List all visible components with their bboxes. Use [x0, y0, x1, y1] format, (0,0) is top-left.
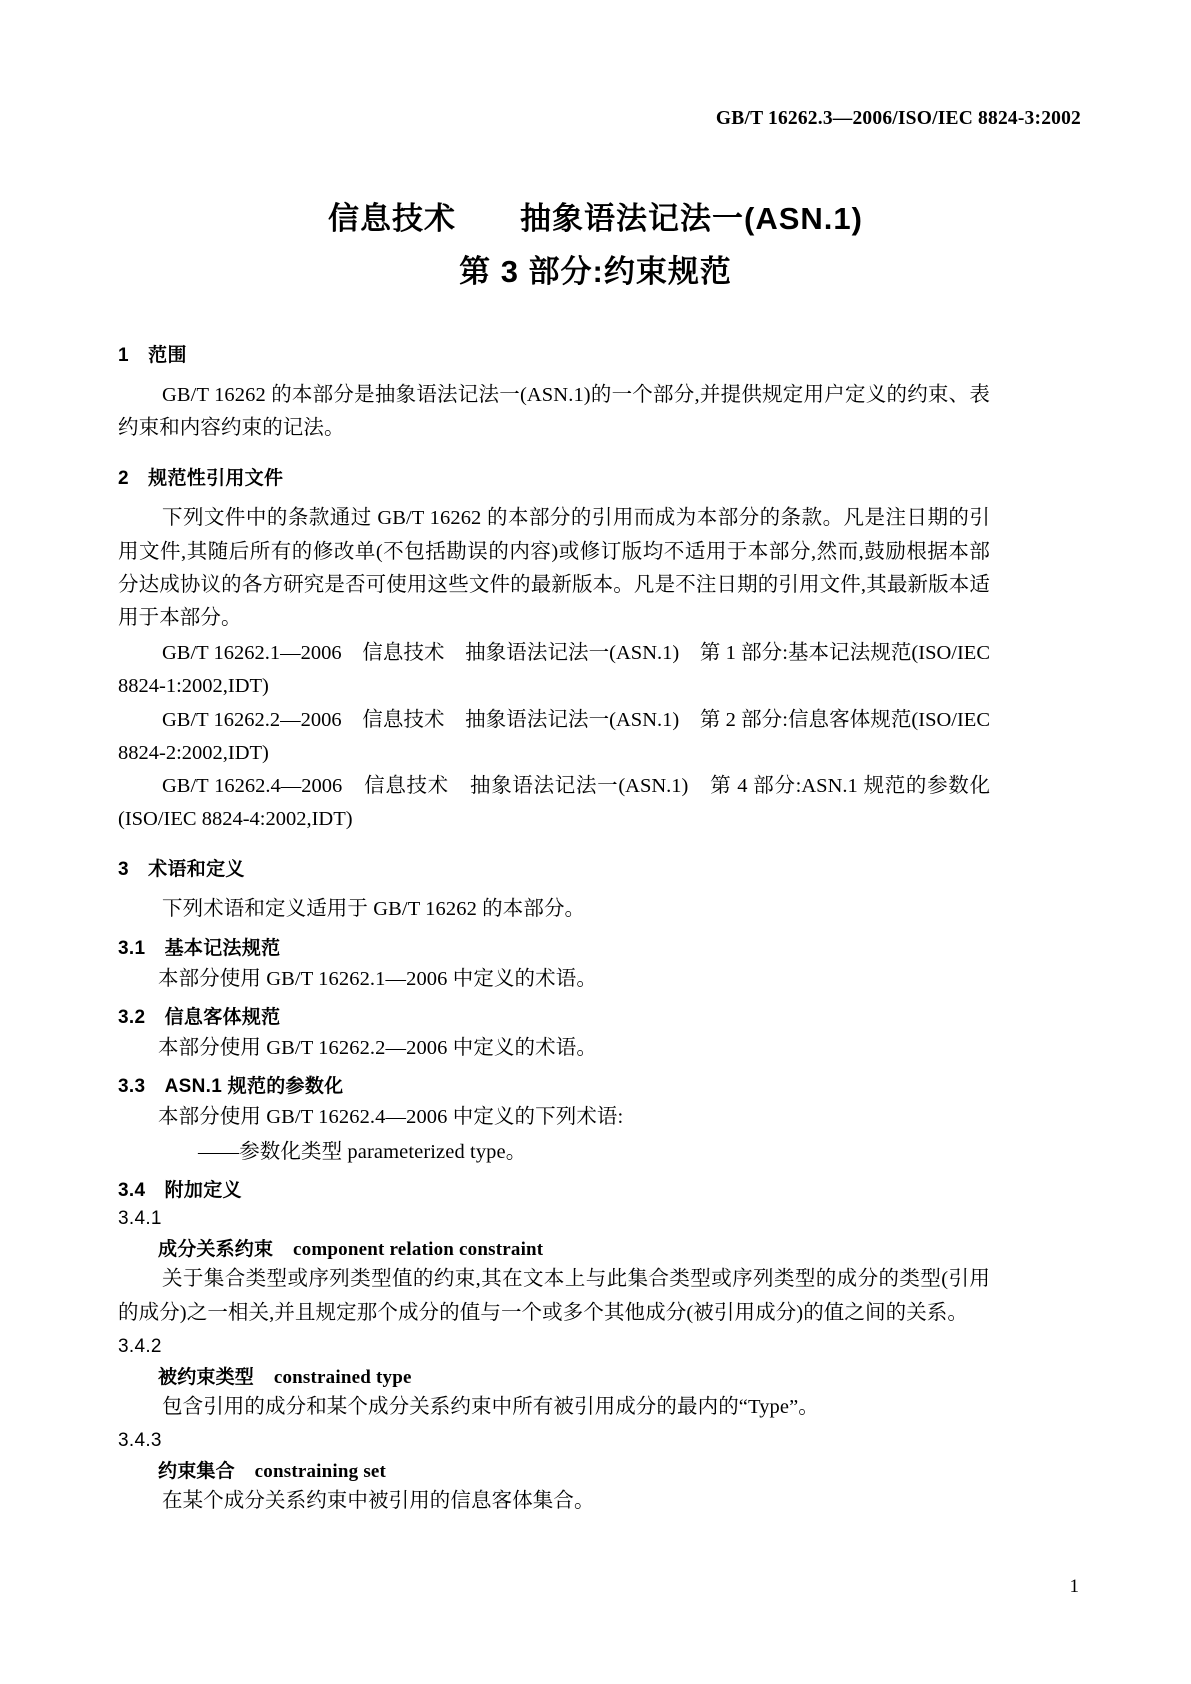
- section-2-paragraph: 下列文件中的条款通过 GB/T 16262 的本部分的引用而成为本部分的条款。凡是注日期的引用文件,其随后所有的修改单(不包括勘误的内容)或修订版均不适用于本部分,然而,鼓励根据本部分达成协议的各方研究是否可使用这些文件的最新版本。凡是不注日期的引用文件,其最新版本适用于本部分。: [118, 507, 990, 630]
- definition-term-cn: 成分关系约束: [158, 1239, 274, 1261]
- section-3-intro: 下列术语和定义适用于 GB/T 16262 的本部分。: [162, 898, 586, 921]
- section-heading-3: 3 术语和定义: [118, 859, 245, 881]
- section-3-2-paragraph: 本部分使用 GB/T 16262.2—2006 中定义的术语。: [158, 1036, 597, 1059]
- definition-entry: [118, 1430, 990, 1518]
- definition-term-cn: 约束集合: [158, 1461, 235, 1483]
- definition-number: 3.4.3: [118, 1430, 162, 1452]
- section-heading-3-2: 3.2 信息客体规范: [118, 1006, 281, 1028]
- definition-term-en-text: constraining set: [254, 1461, 387, 1483]
- definition-term: [118, 1234, 990, 1261]
- definition-entry: [118, 1208, 990, 1329]
- definition-number: 3.4.2: [118, 1335, 162, 1357]
- definition-term: [118, 1362, 990, 1389]
- definition-term-en: [235, 1461, 255, 1482]
- section-3-1-paragraph: 本部分使用 GB/T 16262.1—2006 中定义的术语。: [158, 967, 597, 990]
- definition-term-en-text: constrained type: [273, 1366, 412, 1388]
- document-title: [0, 196, 1191, 295]
- document-title-line1: 信息技术 抽象语法记法一(ASN.1): [328, 201, 863, 236]
- section-heading-3-4: 3.4 附加定义: [118, 1180, 242, 1202]
- definition-term: [118, 1456, 990, 1483]
- definition-text: 关于集合类型或序列类型值的约束,其在文本上与此集合类型或序列类型的成分的类型(引用的成分)之一相关,并且规定那个成分的值与一个或多个其他成分(被引用成分)的值之间的关系。: [118, 1268, 990, 1324]
- page-number: 1: [1069, 1576, 1079, 1597]
- normative-reference-item: GB/T 16262.2—2006 信息技术 抽象语法记法一(ASN.1) 第 2 部分:信息客体规范(ISO/IEC 8824-2:2002,IDT): [118, 708, 990, 764]
- section-3-3-dash-item: ——参数化类型 parameterized type。: [198, 1141, 527, 1164]
- definition-term-en: [254, 1367, 274, 1388]
- section-heading-3-1: 3.1 基本记法规范: [118, 937, 281, 959]
- section-heading-3-3: 3.3 ASN.1 规范的参数化: [118, 1076, 344, 1098]
- normative-reference-item: GB/T 16262.4—2006 信息技术 抽象语法记法一(ASN.1) 第 4 部分:ASN.1 规范的参数化(ISO/IEC 8824-4:2002,IDT): [118, 775, 990, 831]
- section-heading-2: 2 规范性引用文件: [118, 468, 284, 490]
- section-heading-1: 1 范围: [118, 345, 187, 366]
- normative-reference-item: GB/T 16262.1—2006 信息技术 抽象语法记法一(ASN.1) 第 1 部分:基本记法规范(ISO/IEC 8824-1:2002,IDT): [118, 642, 990, 698]
- definition-text: 包含引用的成分和某个成分关系约束中所有被引用成分的最内的“Type”。: [162, 1395, 819, 1418]
- running-header-standard-ref: GB/T 16262.3—2006/ISO/IEC 8824-3:2002: [715, 108, 1081, 129]
- document-title-line2: 第 3 部分:约束规范: [459, 253, 732, 289]
- definition-term-en-text: component relation constraint: [293, 1239, 544, 1261]
- document-body: [118, 340, 990, 1522]
- section-3-3-paragraph: 本部分使用 GB/T 16262.4—2006 中定义的下列术语:: [158, 1106, 624, 1129]
- definition-term-cn: 被约束类型: [158, 1366, 255, 1388]
- definition-entry: [118, 1336, 990, 1424]
- definition-term-en: [273, 1239, 293, 1260]
- section-1-paragraph: GB/T 16262 的本部分是抽象语法记法一(ASN.1)的一个部分,并提供规定用户定义的约束、表约束和内容约束的记法。: [118, 384, 990, 440]
- definition-number: 3.4.1: [118, 1208, 162, 1230]
- definition-text: 在某个成分关系约束中被引用的信息客体集合。: [162, 1490, 595, 1513]
